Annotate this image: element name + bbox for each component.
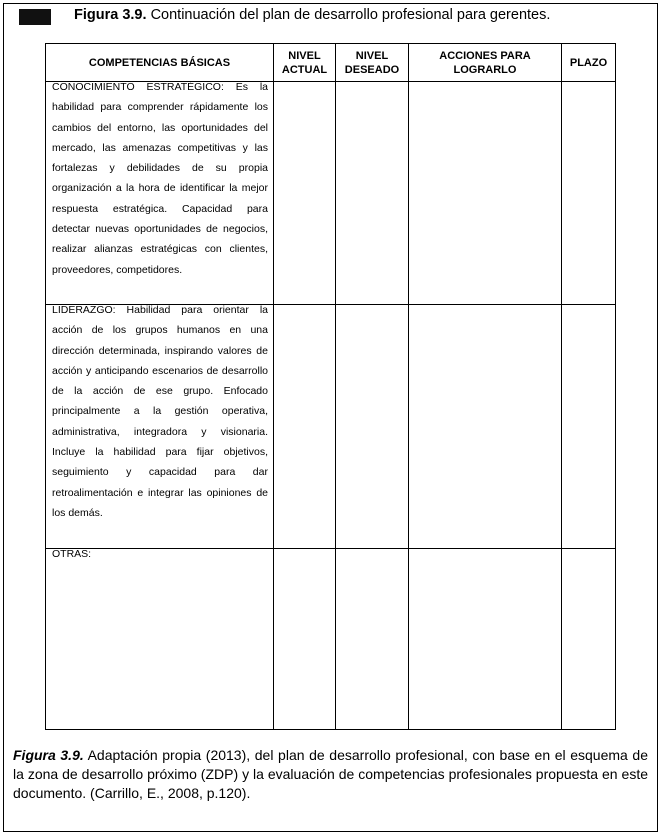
figure-caption [13,746,648,803]
plazo-cell [562,549,616,730]
plazo-cell [562,82,616,305]
acciones-cell [409,549,562,730]
table-row [46,82,616,305]
competency-text: CONOCIMIENTO ESTRATÉGICO: Es la habilidad para comprender rápidamente los cambios del entorno, las oportunidades del mercado, las amenazas competitivas y las fortalezas y debilidades de su propia organización a la hora de identificar la mejor respuesta estratégica. Capacidad para detectar nuevas oportunidades de negocios, realizar alianzas estratégicas con clientes, proveedores, competidores. [52,81,268,276]
col-header-plazo [562,44,616,82]
nivel-actual-cell [274,549,336,730]
nivel-deseado-cell [336,305,409,549]
plazo-cell [562,305,616,549]
acciones-cell [409,82,562,305]
competency-cell [46,82,274,305]
nivel-deseado-cell [336,549,409,730]
competency-cell [46,549,274,730]
caption-text: Adaptación propia (2013), del plan de desarrollo profesional, con base en el esquema de la zona de desarrollo próximo (ZDP) y la evaluación de competencias profesionales propuesta en este documento. (Carrillo, E., 2008, p.120). [13,747,648,801]
col-header-line: NIVEL [288,49,321,62]
col-header-line: NIVEL [355,49,389,62]
col-header-acciones [409,44,562,82]
table-row [46,549,616,730]
col-header-line: ACCIONES PARA [439,49,531,62]
col-header-line: PLAZO [569,56,608,69]
nivel-deseado-cell [336,82,409,305]
col-header-nivel-actual [274,44,336,82]
col-header-line: LOGRARLO [453,63,517,76]
competency-text: OTRAS: [52,548,92,560]
col-header-competencias [46,44,274,82]
caption-lead: Figura 3.9. [13,747,84,763]
figure-number: Figura 3.9. [74,7,147,23]
competency-text: LIDERAZGO: Habilidad para orientar la acción de los grupos humanos en una dirección determinada, inspirando valores de acción y anticipando escenarios de desarrollo de la acción de ese grupo. Enfocado principalmente a la gestión operativa, administrativa, integradora y visionaria. Incluye la habilidad para fijar objetivos, seguimiento y capacidad para dar retroalimentación e integrar las opiniones de los demás. [52,304,268,519]
nivel-actual-cell [274,305,336,549]
development-plan-table [45,43,616,730]
figure-title-text: Continuación del plan de desarrollo profesional para gerentes. [150,7,551,23]
table-header-row [46,44,616,82]
col-header-line: COMPETENCIAS BÁSICAS [88,56,231,69]
figure-title [74,7,550,23]
competency-cell [46,305,274,549]
col-header-line: DESEADO [344,63,400,76]
col-header-nivel-deseado [336,44,409,82]
acciones-cell [409,305,562,549]
nivel-actual-cell [274,82,336,305]
table-row [46,305,616,549]
col-header-line: ACTUAL [281,63,328,76]
redaction-block [19,9,51,25]
